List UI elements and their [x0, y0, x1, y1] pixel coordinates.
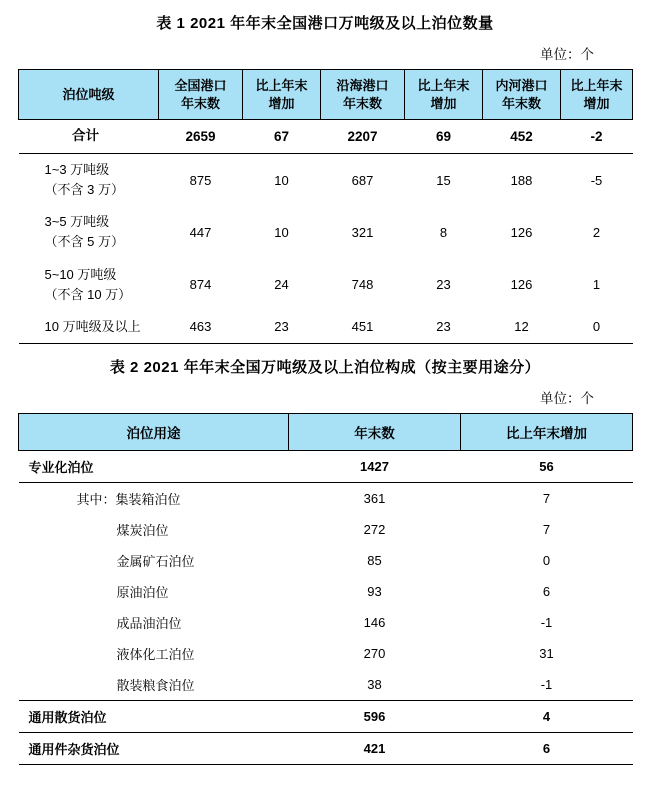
table2-row6-label: 液体化工泊位 [116, 647, 195, 662]
table1-row4-val0: 463 [159, 311, 243, 344]
table2-row2-year-end: 272 [363, 522, 386, 537]
table1-col-header-6-l2: 增加 [583, 95, 610, 111]
table-row [19, 120, 633, 154]
table1-col-header-3-l2: 年末数 [342, 95, 382, 111]
table1-col-header-4-l2: 增加 [430, 95, 457, 111]
table1-row2-label-l1: 3~5 万吨级 [44, 214, 110, 230]
table1-row3-val0: 874 [189, 277, 212, 293]
table1-row2-val4: 126 [510, 224, 533, 240]
table1-row0-label: 合计 [19, 120, 159, 154]
table1-row0-val2: 2207 [321, 120, 405, 154]
table1-row1-val2: 687 [351, 172, 374, 188]
table1-row0-val4: 452 [483, 120, 561, 154]
table2-row3-year-end: 85 [367, 553, 382, 568]
table1-row4-val1: 23 [243, 311, 321, 344]
table2-row6-change: 31 [539, 646, 554, 661]
table2-header-row [19, 414, 633, 451]
table1-row0-val3: 69 [405, 120, 483, 154]
table-row [19, 154, 633, 207]
table1-col-header-5-l2: 年末数 [501, 95, 541, 111]
table-row [19, 514, 633, 545]
table1-col-header-5 [483, 70, 561, 120]
table1-col-header-2-l1: 比上年末 [255, 78, 308, 93]
table1-col-header-6-l1: 比上年末 [570, 78, 623, 93]
table1-header-row [19, 70, 633, 120]
table1-row0-val5: -2 [561, 120, 633, 154]
table1-row2-val2: 321 [351, 224, 374, 240]
table1-col-header-3 [321, 70, 405, 120]
table1-row2-val0: 447 [189, 224, 212, 240]
table-row [19, 483, 633, 515]
table2-row2-change: 7 [542, 522, 551, 537]
table2-row4-label: 原油泊位 [116, 585, 169, 600]
table2-row2-label: 煤炭泊位 [116, 523, 169, 538]
table1-row1-val5: -5 [590, 172, 603, 188]
table2-row0-year-end: 1427 [289, 451, 461, 483]
table2-col-header-0: 泊位用途 [19, 414, 289, 451]
table-row [19, 451, 633, 483]
table-row [19, 311, 633, 344]
table1-row2-val5: 2 [592, 224, 601, 240]
table-row [19, 545, 633, 576]
table2-col-header-1: 年末数 [289, 414, 461, 451]
table2-row4-change: 6 [542, 584, 551, 599]
table2 [18, 413, 633, 765]
table1-row3-label [19, 259, 159, 311]
table1-col-header-5-l1: 内河港口 [495, 78, 548, 93]
table1-col-header-0 [19, 70, 159, 120]
table2-row7-year-end: 38 [289, 669, 461, 701]
table1-row1-val1: 10 [274, 172, 289, 188]
table2-row8-year-end: 596 [289, 701, 461, 733]
table1-row2-label [19, 206, 159, 258]
table1-row2-label-l2: （不含 5 万） [44, 234, 124, 250]
table1-col-header-0-l1: 泊位吨级 [62, 86, 115, 102]
table1-col-header-1-l1: 全国港口 [174, 78, 227, 93]
table1-row3-val5: 1 [592, 277, 601, 293]
table1-col-header-4 [405, 70, 483, 120]
table2-row8-change: 4 [461, 701, 633, 733]
table2-row1-year-end: 361 [363, 491, 386, 506]
table1 [18, 69, 633, 344]
table2-row1-label: 其中：集装箱泊位 [76, 492, 181, 507]
table2-row5-change: -1 [540, 615, 553, 630]
table1-row1-label-l2: （不含 3 万） [44, 182, 124, 198]
table2-row8-label: 通用散货泊位 [19, 701, 289, 733]
table2-row5-year-end: 146 [363, 615, 386, 630]
table1-row4-val4: 12 [483, 311, 561, 344]
table2-row0-change: 56 [461, 451, 633, 483]
table-row [19, 259, 633, 311]
table1-title: 表 1 2021 年年末全国港口万吨级及以上泊位数量 [156, 15, 494, 32]
table2-title: 表 2 2021 年年末全国万吨级及以上泊位构成（按主要用途分） [109, 359, 541, 376]
table-row [19, 701, 633, 733]
table-row [19, 669, 633, 701]
table2-row1-change: 7 [542, 491, 551, 506]
table-row [19, 733, 633, 765]
table-row [19, 206, 633, 258]
table1-row3-val1: 24 [274, 277, 289, 293]
table1-col-header-3-l1: 沿海港口 [336, 78, 389, 93]
table1-col-header-2-l2: 增加 [268, 95, 295, 111]
table1-row4-val3: 23 [405, 311, 483, 344]
table1-col-header-4-l1: 比上年末 [417, 78, 470, 93]
table2-row9-label: 通用件杂货泊位 [19, 733, 289, 765]
table1-row1-val0: 875 [189, 172, 212, 188]
table1-row3-val4: 126 [510, 277, 533, 293]
table1-row1-label [19, 154, 159, 207]
table2-row5-label: 成品油泊位 [116, 616, 182, 631]
table-row [19, 607, 633, 638]
table2-row6-year-end: 270 [363, 646, 386, 661]
table1-row4-val2: 451 [321, 311, 405, 344]
table2-row7-label: 散装粮食泊位 [19, 669, 289, 701]
table1-row4-label: 10 万吨级及以上 [19, 311, 159, 344]
table1-row2-val3: 8 [439, 224, 448, 240]
table2-unit: 单位：个 [540, 391, 594, 406]
table1-row3-val3: 23 [436, 277, 451, 293]
table1-row3-val2: 748 [351, 277, 374, 293]
table1-col-header-1-l2: 年末数 [180, 95, 220, 111]
table1-row0-val1: 67 [243, 120, 321, 154]
table2-row9-change: 6 [461, 733, 633, 765]
table1-row2-val1: 10 [274, 224, 289, 240]
table-row [19, 638, 633, 669]
table2-col-header-2: 比上年末增加 [461, 414, 633, 451]
table-row [19, 576, 633, 607]
table1-row4-val5: 0 [561, 311, 633, 344]
table1-row3-label-l1: 5~10 万吨级 [44, 266, 117, 282]
table1-unit: 单位：个 [540, 47, 594, 62]
table1-row1-label-l1: 1~3 万吨级 [44, 162, 110, 178]
table1-col-header-2 [243, 70, 321, 120]
table2-row7-change: -1 [461, 669, 633, 701]
table1-row3-label-l2: （不含 10 万） [44, 286, 132, 302]
table1-row1-val4: 188 [510, 172, 533, 188]
table2-row4-year-end: 93 [367, 584, 382, 599]
table2-row0-label: 专业化泊位 [19, 451, 289, 483]
table1-col-header-1 [159, 70, 243, 120]
table2-row9-year-end: 421 [289, 733, 461, 765]
table1-col-header-6 [561, 70, 633, 120]
table2-row3-change: 0 [542, 553, 551, 568]
table1-row0-val0: 2659 [159, 120, 243, 154]
table1-row1-val3: 15 [436, 172, 451, 188]
table2-row3-label: 金属矿石泊位 [116, 554, 195, 569]
